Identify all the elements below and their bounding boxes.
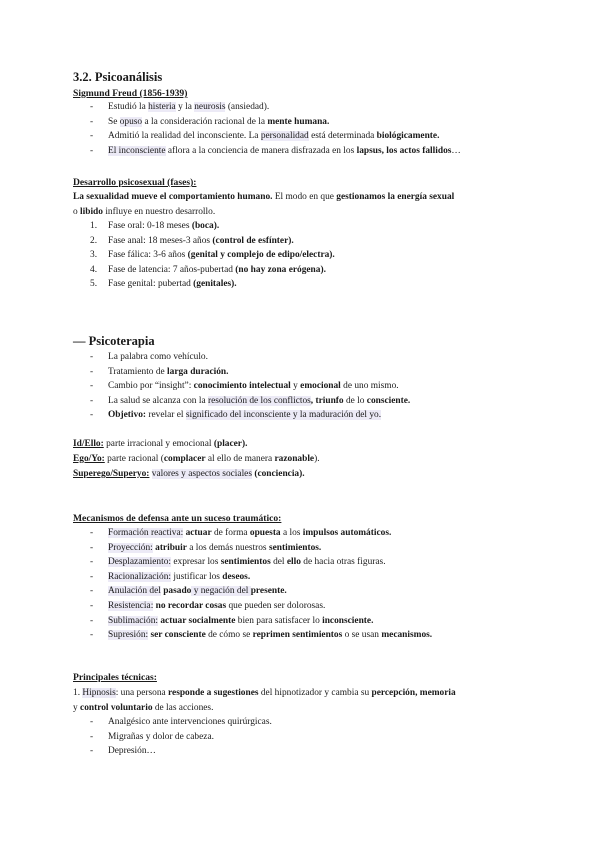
tech-list — [90, 715, 272, 759]
list-item: - Resistencia: no recordar cosas que pueden ser dolorosas. — [90, 599, 432, 614]
list-item: - Admitió la realidad del inconsciente. La personalidad está determinada biológicamente. — [90, 129, 461, 144]
list-item: - Sublimación: actuar socialmente bien para satisfacer lo inconsciente. — [90, 614, 432, 629]
freud-list — [90, 100, 461, 158]
list-item: - Formación reactiva: actuar de forma opuesta a los impulsos automáticos. — [90, 526, 432, 541]
list-item: - El inconsciente aflora a la conciencia de manera disfrazada en los lapsus, los actos fallidos… — [90, 144, 461, 159]
phases-list — [90, 219, 335, 292]
mech-heading: Mecanismos de defensa ante un suceso traumático: — [73, 513, 282, 524]
tech-heading: Principales técnicas: — [73, 672, 157, 683]
list-item: - Objetivo: revelar el significado del inconsciente y la maduración del yo. — [90, 408, 410, 423]
psicoterapia-list — [90, 350, 410, 423]
list-item: - Estudió la histeria y la neurosis (ansiedad). — [90, 100, 461, 115]
list-item: 4. Fase de latencia: 7 años-pubertad (no hay zona erógena). — [90, 264, 326, 275]
psicoterapia-title: — Psicoterapia — [73, 334, 155, 348]
list-item: - Cambio por “insight”: conocimiento intelectual y emocional de uno mismo. — [90, 379, 410, 394]
list-item: - Proyección: atribuir a los demás nuestros sentimientos. — [90, 541, 432, 556]
freud-heading: Sigmund Freud (1856-1939) — [73, 88, 188, 99]
list-item: - Desplazamiento: expresar los sentimientos del ello de hacia otras figuras. — [90, 555, 432, 570]
list-item: - La salud se alcanza con la resolución de los conflictos, triunfo de lo consciente. — [90, 394, 410, 409]
list-item: - Supresión: ser consciente de cómo se reprimen sentimientos o se usan mecanismos. — [90, 628, 432, 643]
list-item: 3. Fase fálica: 3-6 años (genital y complejo de edipo/electra). — [90, 250, 335, 261]
list-item: 5. Fase genital: pubertad (genitales). — [90, 279, 237, 290]
superego-line: Superego/Superyo: valores y aspectos sociales (conciencia). — [73, 469, 305, 479]
dev-para-line1: La sexualidad mueve el comportamiento humano. El modo en que gestionamos la energía sexual — [73, 192, 455, 202]
list-item: - Analgésico ante intervenciones quirúrgicas. — [90, 715, 272, 730]
list-item: - Se opuso a la consideración racional de la mente humana. — [90, 115, 461, 130]
list-item: - Tratamiento de larga duración. — [90, 365, 410, 380]
tech-para-line1: 1. Hipnosis: una persona responde a sugestiones del hipnotizador y cambia su percepción, memoria — [73, 688, 456, 698]
list-item: - La palabra como vehículo. — [90, 350, 410, 365]
dev-heading: Desarrollo psicosexual (fases): — [73, 177, 197, 188]
ello-line: Id/Ello: parte irracional y emocional (placer). — [73, 439, 248, 449]
list-item: - Depresión… — [90, 744, 272, 759]
list-item: 2. Fase anal: 18 meses-3 años (control de esfínter). — [90, 235, 294, 246]
list-item: - Migrañas y dolor de cabeza. — [90, 730, 272, 745]
list-item: - Racionalización: justificar los deseos. — [90, 570, 432, 585]
list-item: 1. Fase oral: 0-18 meses (boca). — [90, 221, 220, 231]
ego-line: Ego/Yo: parte racional (complacer al ello de manera razonable). — [73, 454, 320, 464]
tech-para-line2: y control voluntario de las acciones. — [73, 703, 214, 713]
section-title: 3.2. Psicoanálisis — [73, 70, 163, 84]
mech-list — [90, 526, 432, 643]
list-item: - Anulación del pasado y negación del presente. — [90, 584, 432, 599]
dev-para-line2: o libido influye en nuestro desarrollo. — [73, 207, 216, 217]
